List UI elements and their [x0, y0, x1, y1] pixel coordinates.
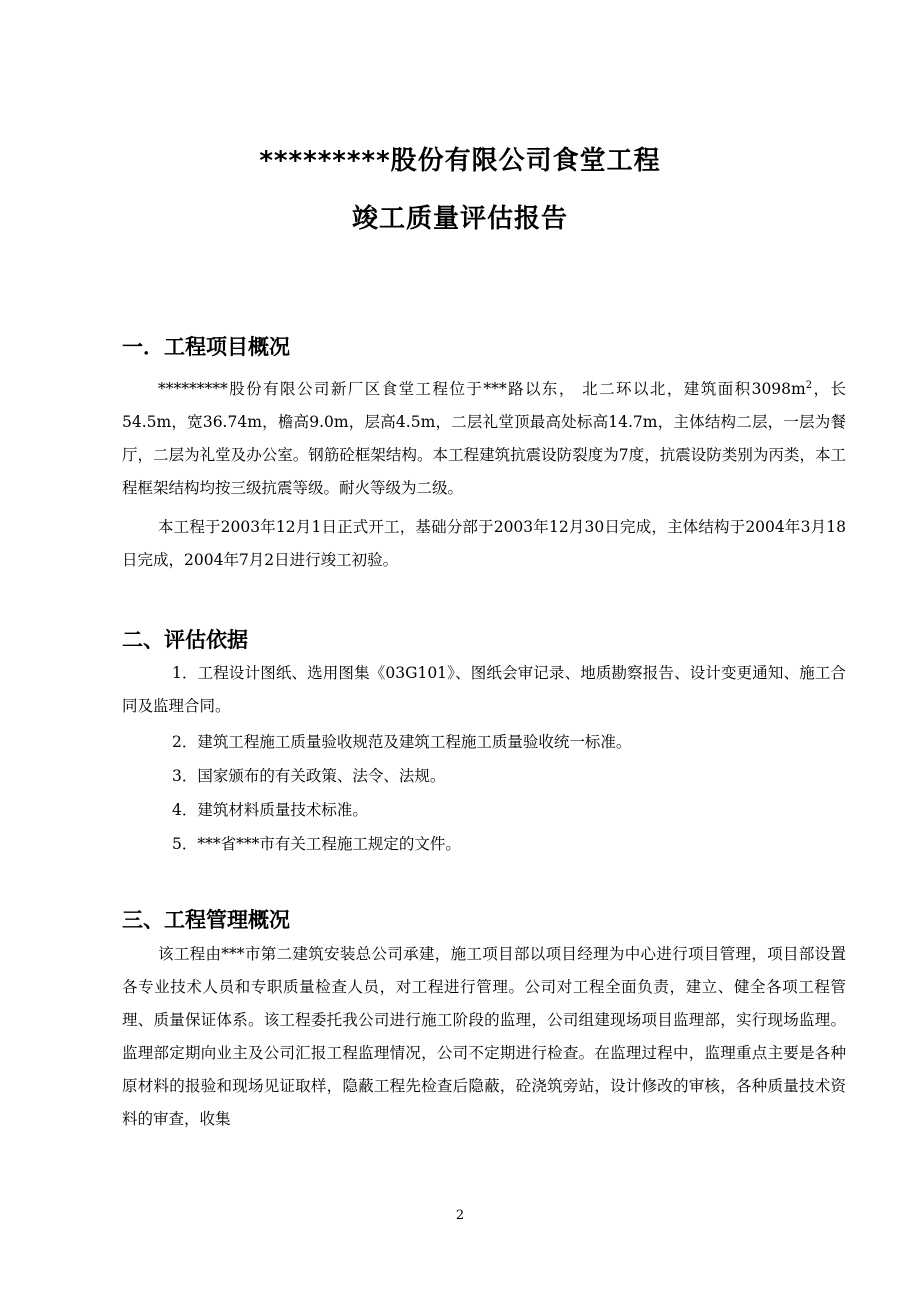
section1-paragraph1-text-b: ，长54.5m，宽36.74m，檐高9.0m，层高4.5m，二层礼堂顶最高处标高14.7m，主体结构二层，一层为餐厅，二层为礼堂及办公室。钢筋砼框架结构。本工程建筑抗震设防裂度为7度，抗震设防类别为丙类，本工程框架结构均按三级抗震等级。耐火等级为二级。	[122, 380, 846, 497]
document-title-line1: *********股份有限公司食堂工程	[259, 146, 661, 176]
area-unit-superscript: 2	[805, 379, 813, 391]
section3-heading: 三、工程管理概况	[122, 908, 290, 932]
section3-paragraph: 该工程由***市第二建筑安装总公司承建，施工项目部以项目经理为中心进行项目管理，项目部设置各专业技术人员和专职质量检查人员，对工程进行管理。公司对工程全面负责，建立、健全各项工程管理、质量保证体系。该工程委托我公司进行施工阶段的监理，公司组建现场项目监理部，实行现场监理。监理部定期向业主及公司汇报工程监理情况，公司不定期进行检查。在监理过程中，监理重点主要是各种原材料的报验和现场见证取样，隐蔽工程先检查后隐蔽，砼浇筑旁站，设计修改的审核，各种质量技术资料的审查，收集	[122, 945, 846, 1128]
section2-heading: 二、评估依据	[122, 628, 248, 652]
section1-paragraph1	[122, 373, 846, 505]
section1-paragraph1-text-a: *********股份有限公司新厂区食堂工程位于***路以东， 北二环以北，建筑面积3098m	[158, 380, 806, 398]
document-title-line2: 竣工质量评估报告	[351, 204, 568, 234]
section1-paragraph2: 本工程于2003年12月1日正式开工，基础分部于2003年12月30日完成，主体结构于2004年3月18日完成，2004年7月2日进行竣工初验。	[122, 518, 846, 569]
basis-item-2: 2．建筑工程施工质量验收规范及建筑工程施工质量验收统一标准。	[172, 733, 632, 751]
section1-heading: 一．工程项目概况	[122, 335, 290, 359]
basis-item-1: 1．工程设计图纸、选用图集《03G101》、图纸会审记录、地质勘察报告、设计变更通知、施工合同及监理合同。	[122, 664, 846, 715]
page-number: 2	[455, 1208, 465, 1223]
basis-item-3: 3．国家颁布的有关政策、法令、法规。	[172, 767, 446, 785]
basis-item-5: 5．***省***市有关工程施工规定的文件。	[172, 835, 461, 853]
basis-item-4: 4．建筑材料质量技术标准。	[172, 801, 368, 819]
